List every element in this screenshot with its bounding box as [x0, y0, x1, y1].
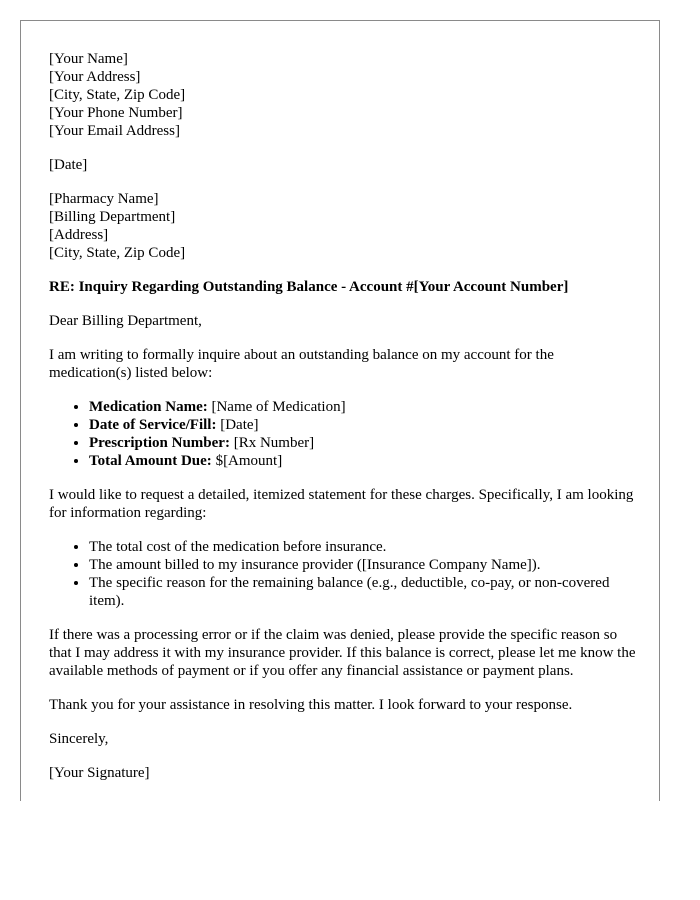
salutation: Dear Billing Department,: [49, 313, 202, 329]
detail-label: Medication Name:: [89, 399, 208, 415]
info-item: • The total cost of the medication before insurance.: [89, 538, 639, 556]
sender-phone: [Your Phone Number]: [49, 105, 183, 121]
recipient-street: [Address]: [49, 227, 109, 243]
detail-value: $[Amount]: [215, 453, 283, 469]
detail-item: [89, 398, 639, 416]
detail-item: [89, 452, 639, 470]
sender-address: [49, 50, 639, 140]
detail-label: Prescription Number:: [89, 435, 230, 451]
letter-body: [49, 50, 639, 798]
recipient-name: [Pharmacy Name]: [49, 191, 159, 207]
subject-line: RE: Inquiry Regarding Outstanding Balance - Account #[Your Account Number]: [49, 279, 569, 295]
processing-paragraph: If there was a processing error or if the claim was denied, please provide the specific reason so that I may address it with my insurance provider. If this balance is correct, please let me know the available methods of payment or if you offer any financial assistance or payment plans.: [49, 627, 636, 679]
recipient-address: [49, 190, 639, 262]
recipient-city: [City, State, Zip Code]: [49, 245, 186, 261]
detail-value: [Name of Medication]: [211, 399, 346, 415]
detail-value: [Date]: [220, 417, 259, 433]
sender-email: [Your Email Address]: [49, 123, 180, 139]
info-list: [49, 538, 639, 610]
signature: [Your Signature]: [49, 765, 150, 781]
closing: Sincerely,: [49, 731, 109, 747]
detail-label: Date of Service/Fill:: [89, 417, 217, 433]
sender-name: [Your Name]: [49, 51, 128, 67]
detail-item: [89, 416, 639, 434]
thanks-paragraph: Thank you for your assistance in resolving this matter. I look forward to your response.: [49, 697, 573, 713]
detail-label: Total Amount Due:: [89, 453, 212, 469]
intro-paragraph: I am writing to formally inquire about an outstanding balance on my account for the medication(s) listed below:: [49, 347, 554, 381]
info-item: • The specific reason for the remaining balance (e.g., deductible, co-pay, or non-covered item).: [89, 574, 639, 610]
letter-page: [20, 20, 660, 801]
sender-city: [City, State, Zip Code]: [49, 87, 186, 103]
recipient-department: [Billing Department]: [49, 209, 176, 225]
info-item: • The amount billed to my insurance provider ([Insurance Company Name]).: [89, 556, 639, 574]
detail-value: [Rx Number]: [233, 435, 315, 451]
details-list: [49, 398, 639, 470]
letter-date: [Date]: [49, 157, 88, 173]
request-paragraph: I would like to request a detailed, itemized statement for these charges. Specifically, I am looking for information regarding:: [49, 487, 634, 521]
detail-item: [89, 434, 639, 452]
sender-street: [Your Address]: [49, 69, 141, 85]
